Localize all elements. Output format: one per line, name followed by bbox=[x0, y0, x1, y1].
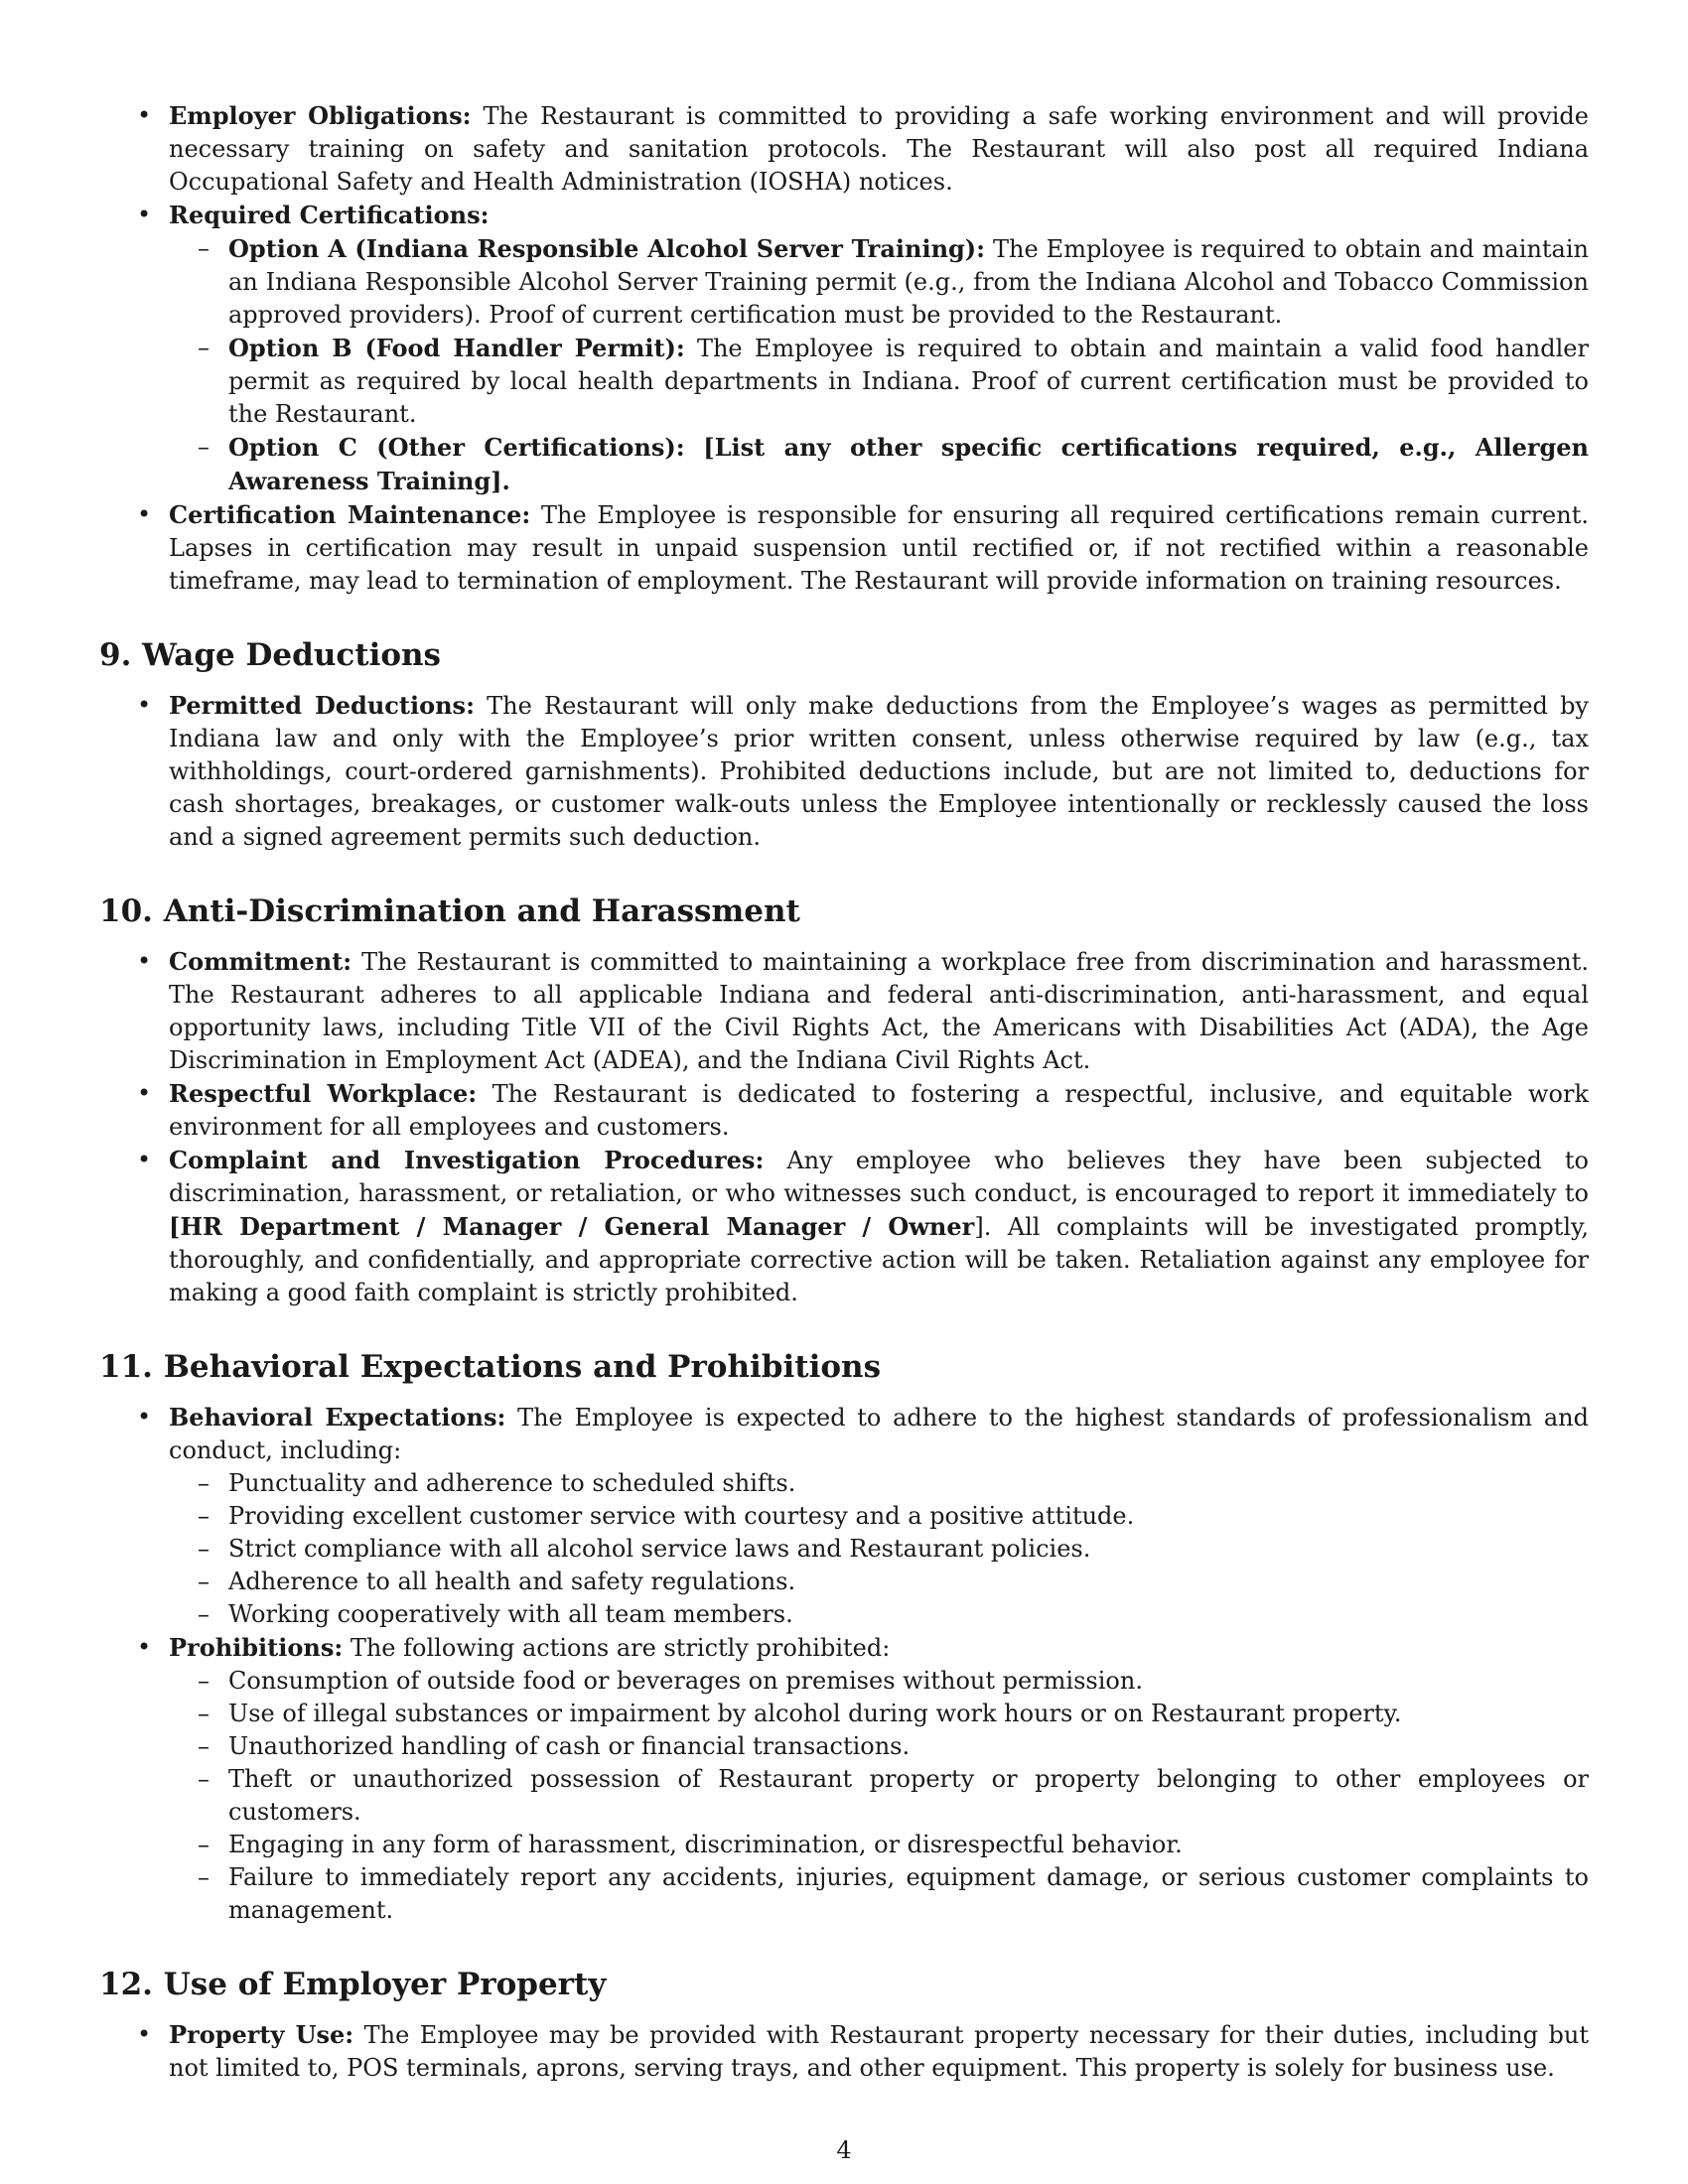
list-item: – Consumption of outside food or beverages on premises without permission. bbox=[169, 1665, 1589, 1698]
list-item bbox=[169, 232, 1589, 332]
list-item: – Adherence to all health and safety regulations. bbox=[169, 1566, 1589, 1598]
section-bullets bbox=[99, 2018, 1589, 2085]
list-item bbox=[99, 1144, 1589, 1309]
bullet-label: Employer Obligations: bbox=[169, 101, 472, 130]
list-item: – Punctuality and adherence to scheduled shifts. bbox=[169, 1467, 1589, 1500]
option-label: Option B (Food Handler Permit): bbox=[228, 334, 685, 362]
list-item bbox=[169, 431, 1589, 498]
bullet-label: Respectful Workplace: bbox=[169, 1079, 478, 1108]
bullet-label: Permitted Deductions: bbox=[169, 691, 475, 720]
list-item: – Strict compliance with all alcohol service laws and Restaurant policies. bbox=[169, 1533, 1589, 1566]
expectations-list bbox=[169, 1467, 1589, 1631]
list-item: – Working cooperatively with all team members. bbox=[169, 1598, 1589, 1631]
list-item bbox=[99, 689, 1589, 854]
bullet-text: The following actions are strictly prohibited: bbox=[350, 1634, 891, 1662]
list-item bbox=[99, 99, 1589, 199]
list-item bbox=[99, 1077, 1589, 1144]
bracket-open: [ bbox=[169, 1212, 181, 1241]
bullet-text: The Employee may be provided with Restaurant property necessary for their duties, including but not limited to, POS terminals, aprons, serving trays, and other equipment. This property is solely for business use. bbox=[169, 2021, 1589, 2082]
prohibitions-list bbox=[169, 1665, 1589, 1927]
list-item bbox=[99, 945, 1589, 1077]
bullet-text: The Employee is expected to adhere to the highest standards of professionalism and conduct, including: bbox=[169, 1404, 1590, 1464]
section-employer-property bbox=[99, 1965, 1589, 2085]
list-item bbox=[99, 199, 1589, 498]
list-item: – Theft or unauthorized possession of Restaurant property or property belonging to other employees or customers. bbox=[169, 1763, 1589, 1829]
list-item bbox=[169, 332, 1589, 431]
list-item: – Providing excellent customer service with courtesy and a positive attitude. bbox=[169, 1500, 1589, 1533]
section-bullets bbox=[99, 689, 1589, 854]
bullet-label: Commitment: bbox=[169, 947, 352, 976]
bullet-label: Prohibitions: bbox=[169, 1633, 344, 1662]
bullet-label: Property Use: bbox=[169, 2020, 354, 2049]
bullet-label: Certification Maintenance: bbox=[169, 500, 531, 529]
safety-bullets bbox=[99, 99, 1589, 598]
option-text: The Employee is required to obtain and maintain an Indiana Responsible Alcohol Server Training permit (e.g., from the Indiana Alcohol and Tobacco Commission approved providers). Proof of current certification must be provided to the Restaurant. bbox=[228, 235, 1589, 329]
list-item bbox=[99, 2018, 1589, 2085]
bullet-text: The Restaurant is committed to providing a safe working environment and will provide necessary training on safety and sanitation protocols. The Restaurant will also post all required Indiana Occupational Safety and Health Administration (IOSHA) notices. bbox=[169, 102, 1589, 196]
bullet-text: The Employee is responsible for ensuring all required certifications remain current. Lapses in certification may result in unpaid suspension until rectified or, if not rectified within a reasonable timeframe, may lead to termination of employment. The Restaurant will provide information on training resources. bbox=[169, 501, 1589, 595]
bullet-text: The Restaurant will only make deductions from the Employee’s wages as permitted by Indiana law and only with the Employee’s prior written consent, unless otherwise required by law (e.g., tax withholdings, court-ordered garnishments). Prohibited deductions include, but are not limited to, deductions for cash shortages, breakages, or customer walk-outs unless the Employee intentionally or recklessly caused the loss and a signed agreement permits such deduction. bbox=[169, 692, 1589, 851]
bullet-text: The Restaurant is dedicated to fostering a respectful, inclusive, and equitable work environment for all employees and customers. bbox=[169, 1080, 1589, 1141]
option-text: The Employee is required to obtain and maintain a valid food handler permit as required by local health departments in Indiana. Proof of current certification must be provided to the Restaurant. bbox=[228, 335, 1589, 428]
section-bullets bbox=[99, 945, 1589, 1309]
list-item: – Failure to immediately report any accidents, injuries, equipment damage, or serious customer complaints to management. bbox=[169, 1861, 1589, 1927]
bullet-text: Any employee who believes they have been subjected to discrimination, harassment, or retaliation, or who witnesses such conduct, is encouraged to report it immediately to bbox=[169, 1147, 1589, 1207]
list-item: – Engaging in any form of harassment, discrimination, or disrespectful behavior. bbox=[169, 1829, 1589, 1861]
section-bullets bbox=[99, 1401, 1589, 1927]
section-heading: 10. Anti-Discrimination and Harassment bbox=[99, 893, 800, 929]
section-heading: 9. Wage Deductions bbox=[99, 637, 442, 673]
bullet-text: . All complaints will be investigated promptly, thoroughly, and confidentially, and appropriate corrective action will be taken. Retaliation against any employee for making a good faith complaint is strictly prohibited. bbox=[169, 1213, 1590, 1306]
bullet-text: The Restaurant is committed to maintaining a workplace free from discrimination and harassment. The Restaurant adheres to all applicable Indiana and federal anti-discrimination, anti-harassment, and equal opportunity laws, including Title VII of the Civil Rights Act, the Americans with Disabilities Act (ADA), the Age Discrimination in Employment Act (ADEA), and the Indiana Civil Rights Act. bbox=[169, 948, 1589, 1074]
section-wage-deductions bbox=[99, 635, 1589, 854]
list-item bbox=[99, 498, 1589, 598]
list-item: – Use of illegal substances or impairment by alcohol during work hours or on Restaurant property. bbox=[169, 1698, 1589, 1730]
bullet-label: Complaint and Investigation Procedures: bbox=[169, 1146, 765, 1174]
option-label: Option A (Indiana Responsible Alcohol Server Training): bbox=[228, 234, 986, 263]
section-heading: 12. Use of Employer Property bbox=[99, 1967, 607, 2002]
list-item bbox=[99, 1631, 1589, 1927]
section-anti-discrimination bbox=[99, 891, 1589, 1309]
list-item bbox=[99, 1401, 1589, 1631]
list-item: – Unauthorized handling of cash or financial transactions. bbox=[169, 1730, 1589, 1763]
section-heading: 11. Behavioral Expectations and Prohibitions bbox=[99, 1349, 882, 1385]
option-text: [List any other specific certifications required, e.g., Allergen Awareness Training]. bbox=[228, 433, 1590, 495]
contact-placeholder: HR Department / Manager / General Manager / Owner bbox=[180, 1212, 975, 1241]
certification-options bbox=[169, 232, 1589, 498]
page-number: 4 bbox=[836, 2136, 852, 2164]
bullet-label: Required Certifications: bbox=[169, 201, 490, 229]
option-label: Option C (Other Certifications): bbox=[228, 433, 685, 462]
section-behavioral-expectations bbox=[99, 1347, 1589, 1927]
bracket-close: ] bbox=[974, 1213, 984, 1241]
page-content bbox=[99, 99, 1589, 2085]
bullet-label: Behavioral Expectations: bbox=[169, 1403, 506, 1432]
